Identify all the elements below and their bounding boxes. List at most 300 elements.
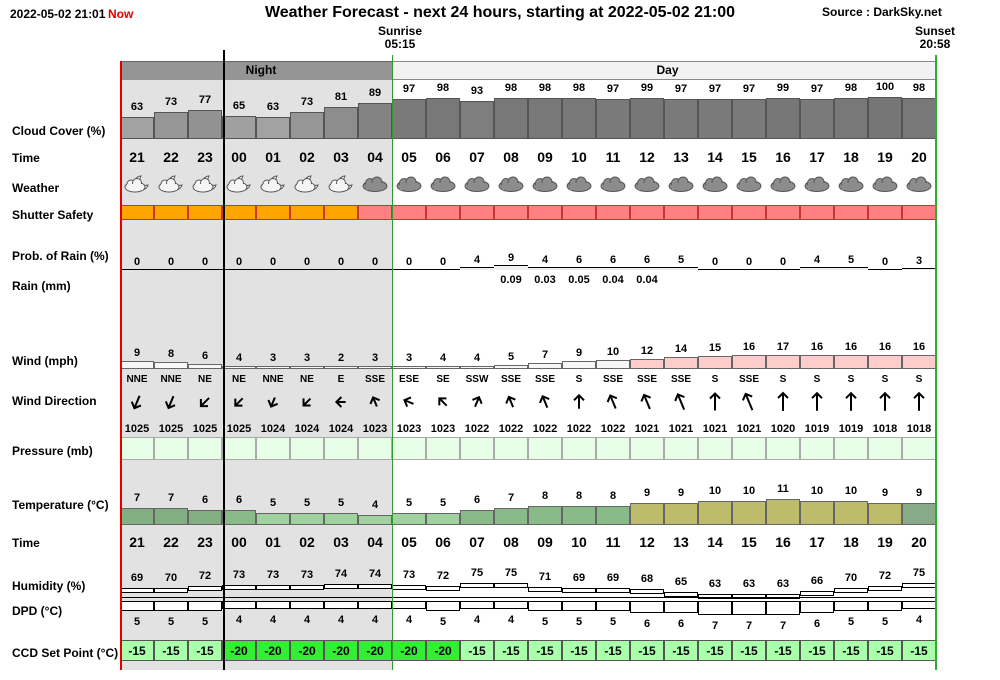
humidity-value: 73: [402, 569, 416, 581]
cloud-cover-value: 97: [606, 83, 620, 95]
time-label: 17: [809, 149, 825, 165]
time-label: 04: [367, 149, 383, 165]
temperature-bar: [256, 513, 290, 525]
temperature-bar: [324, 513, 358, 525]
humidity-bar: [358, 584, 392, 589]
dpd-value: 5: [541, 616, 549, 628]
dpd-value: 4: [235, 614, 243, 626]
partly-cloudy-night-icon: [326, 174, 356, 194]
prob-rain-value: 0: [439, 256, 447, 268]
temperature-value: 7: [167, 492, 175, 504]
cloud-cover-value: 97: [810, 83, 824, 95]
cloud-cover-value: 63: [130, 101, 144, 113]
partly-cloudy-night-icon: [258, 174, 288, 194]
wind-bar: [154, 362, 188, 369]
time-label: 16: [775, 149, 791, 165]
temperature-bar: [664, 503, 698, 525]
pressure-cell: [664, 437, 698, 460]
pressure-value: 1025: [192, 423, 218, 435]
dpd-value: 6: [643, 618, 651, 630]
temperature-value: 10: [742, 485, 756, 497]
sunset-label: Sunset: [914, 24, 955, 38]
dpd-value: 4: [915, 614, 923, 626]
time-label-bottom: 18: [843, 534, 859, 550]
prob-rain-value: 4: [473, 254, 481, 266]
wind-arrow-icon: [256, 386, 290, 418]
time-label-bottom: 23: [197, 534, 213, 550]
wind-direction-label: NNE: [160, 374, 182, 385]
pressure-value: 1020: [770, 423, 796, 435]
temperature-bar: [188, 510, 222, 525]
dpd-value: 6: [677, 618, 685, 630]
time-label-bottom: 13: [673, 534, 689, 550]
temperature-value: 4: [371, 499, 379, 511]
humidity-bar: [256, 585, 290, 590]
pressure-value: 1022: [498, 423, 524, 435]
rain-amount: 0.05: [568, 274, 590, 286]
wind-direction-label: NE: [300, 374, 314, 385]
cloud-cover-value: 81: [334, 91, 348, 103]
wind-speed-value: 16: [810, 341, 824, 353]
shutter-safety-cell: [120, 205, 154, 220]
cloud-cover-bar: [528, 98, 562, 139]
wind-direction-label: SSE: [534, 374, 555, 385]
cloud-cover-bar: [596, 99, 630, 139]
dpd-value: 4: [371, 614, 379, 626]
time-label: 00: [231, 149, 247, 165]
cloud-cover-bar: [358, 103, 392, 139]
current-timestamp: 2022-05-02 21:01: [10, 7, 106, 21]
pressure-value: 1025: [158, 423, 184, 435]
dpd-bar: [630, 601, 664, 613]
temperature-value: 8: [541, 490, 549, 502]
prob-rain-value: 9: [507, 252, 515, 264]
pressure-cell: [290, 437, 324, 460]
prob-rain-value: 0: [235, 256, 243, 268]
sunset-line: [935, 55, 937, 670]
prob-rain-value: 0: [711, 256, 719, 268]
temperature-bar: [460, 510, 494, 525]
humidity-value: 75: [470, 567, 484, 579]
source-credit: Source : DarkSky.net: [822, 5, 942, 19]
cloudy-icon: [666, 174, 696, 194]
wind-bar: [664, 357, 698, 369]
temperature-bar: [630, 503, 664, 525]
wind-direction-label: S: [847, 374, 855, 385]
humidity-value: 72: [878, 570, 892, 582]
row-label-humidity: Humidity (%): [12, 579, 86, 593]
time-label: 19: [877, 149, 893, 165]
temperature-bar: [494, 508, 528, 525]
dpd-bar: [290, 601, 324, 609]
dpd-bar: [698, 601, 732, 615]
prob-rain-value: 3: [915, 255, 923, 267]
wind-bar: [392, 366, 426, 369]
wind-arrow-icon: [290, 386, 324, 418]
wind-speed-value: 16: [844, 341, 858, 353]
humidity-value: 73: [232, 569, 246, 581]
humidity-baseline: [120, 597, 936, 598]
wind-speed-value: 16: [878, 341, 892, 353]
humidity-bar: [426, 586, 460, 591]
ccd-cell: -20: [426, 640, 460, 661]
wind-direction-label: S: [711, 374, 719, 385]
time-label-bottom: 22: [163, 534, 179, 550]
humidity-value: 72: [198, 570, 212, 582]
temperature-bar: [154, 508, 188, 525]
wind-direction-label: NE: [198, 374, 212, 385]
wind-bar: [460, 366, 494, 369]
prob-rain-value: 0: [745, 256, 753, 268]
shutter-safety-cell: [222, 205, 256, 220]
dpd-value: 4: [405, 614, 413, 626]
partly-cloudy-night-icon: [224, 174, 254, 194]
wind-speed-value: 3: [405, 352, 413, 364]
cloudy-icon: [564, 174, 594, 194]
humidity-bar: [392, 585, 426, 590]
time-label-bottom: 01: [265, 534, 281, 550]
humidity-value: 73: [300, 569, 314, 581]
prob-rain-value: 0: [405, 256, 413, 268]
ccd-cell: -15: [528, 640, 562, 661]
pressure-cell: [834, 437, 868, 460]
cloud-cover-bar: [256, 117, 290, 139]
wind-direction-label: S: [915, 374, 923, 385]
pressure-cell: [324, 437, 358, 460]
dpd-value: 4: [337, 614, 345, 626]
now-line: [120, 61, 122, 670]
cloud-cover-bar: [800, 99, 834, 139]
humidity-value: 75: [912, 567, 926, 579]
wind-bar: [902, 355, 936, 369]
prob-rain-bar: [562, 267, 596, 270]
pressure-value: 1021: [702, 423, 728, 435]
dpd-value: 5: [609, 616, 617, 628]
temperature-value: 9: [915, 487, 923, 499]
wind-bar: [358, 366, 392, 369]
humidity-bar: [222, 585, 256, 590]
pressure-value: 1024: [260, 423, 286, 435]
time-label: 11: [605, 149, 621, 165]
wind-arrow-icon: [834, 386, 868, 418]
dpd-bar: [800, 601, 834, 613]
prob-rain-value: 0: [167, 256, 175, 268]
day-label: Day: [656, 63, 679, 77]
humidity-value: 73: [266, 569, 280, 581]
partly-cloudy-night-icon: [190, 174, 220, 194]
ccd-cell: -15: [732, 640, 766, 661]
prob-rain-bar: [596, 267, 630, 270]
rain-amount: 0.04: [636, 274, 658, 286]
ccd-cell: -20: [358, 640, 392, 661]
temperature-value: 6: [235, 494, 243, 506]
wind-bar: [188, 364, 222, 369]
wind-speed-value: 4: [439, 352, 447, 364]
cloud-cover-value: 100: [875, 81, 895, 93]
cloud-cover-bar: [290, 112, 324, 139]
wind-direction-label: SSE: [738, 374, 759, 385]
wind-bar: [868, 355, 902, 369]
humidity-bar: [154, 588, 188, 593]
wind-direction-label: S: [881, 374, 889, 385]
dpd-bar: [222, 601, 256, 609]
wind-speed-value: 9: [133, 347, 141, 359]
wind-arrow-icon: [732, 386, 766, 418]
temperature-bar: [732, 501, 766, 525]
wind-bar: [426, 366, 460, 369]
wind-bar: [494, 365, 528, 369]
wind-arrow-icon: [698, 386, 732, 418]
humidity-value: 68: [640, 573, 654, 585]
prob-rain-value: 6: [643, 254, 651, 266]
dpd-value: 7: [745, 620, 753, 632]
dpd-bar: [188, 601, 222, 611]
shutter-safety-cell: [188, 205, 222, 220]
dpd-bar: [494, 601, 528, 609]
row-label-temperature: Temperature (°C): [12, 498, 109, 512]
wind-arrow-icon: [324, 386, 358, 418]
humidity-bar: [460, 583, 494, 588]
time-label: 13: [673, 149, 689, 165]
cloud-cover-bar: [426, 98, 460, 139]
prob-rain-value: 0: [201, 256, 209, 268]
ccd-cell: -15: [154, 640, 188, 661]
wind-arrow-icon: [426, 386, 460, 418]
row-label-wind: Wind (mph): [12, 354, 78, 368]
wind-bar: [324, 366, 358, 369]
pressure-cell: [528, 437, 562, 460]
cloudy-icon: [836, 174, 866, 194]
wind-arrow-icon: [800, 386, 834, 418]
dpd-bar: [664, 601, 698, 613]
shutter-safety-cell: [630, 205, 664, 220]
partly-cloudy-night-icon: [122, 174, 152, 194]
temperature-value: 5: [405, 497, 413, 509]
wind-direction-label: S: [813, 374, 821, 385]
humidity-bar: [562, 588, 596, 593]
wind-speed-value: 3: [371, 352, 379, 364]
time-label: 12: [639, 149, 655, 165]
time-label: 18: [843, 149, 859, 165]
dpd-bar: [766, 601, 800, 615]
prob-rain-value: 0: [269, 256, 277, 268]
prob-rain-value: 0: [371, 256, 379, 268]
wind-arrow-icon: [902, 386, 936, 418]
dpd-value: 5: [201, 616, 209, 628]
ccd-cell: -15: [596, 640, 630, 661]
dpd-value: 5: [167, 616, 175, 628]
temperature-bar: [358, 515, 392, 525]
pressure-value: 1019: [804, 423, 830, 435]
time-label: 14: [707, 149, 723, 165]
time-label-bottom: 02: [299, 534, 315, 550]
dpd-bar: [256, 601, 290, 609]
wind-arrow-icon: [222, 386, 256, 418]
pressure-value: 1022: [532, 423, 558, 435]
temperature-bar: [902, 503, 936, 525]
row-label-time: Time: [12, 151, 40, 165]
sunrise-label: Sunrise: [377, 24, 422, 38]
time-label-bottom: 16: [775, 534, 791, 550]
wind-arrow-icon: [154, 386, 188, 418]
humidity-bar: [494, 583, 528, 588]
humidity-bar: [834, 588, 868, 593]
humidity-bar: [528, 587, 562, 592]
time-label: 15: [741, 149, 757, 165]
dpd-value: 5: [881, 616, 889, 628]
cloudy-icon: [632, 174, 662, 194]
shutter-safety-cell: [528, 205, 562, 220]
wind-bar: [222, 366, 256, 369]
row-label-cloud-cover: Cloud Cover (%): [12, 124, 106, 138]
humidity-value: 63: [708, 578, 722, 590]
cloud-cover-bar: [902, 98, 936, 139]
wind-bar: [120, 361, 154, 369]
pressure-value: 1024: [294, 423, 320, 435]
time-label: 20: [911, 149, 927, 165]
cloud-cover-value: 89: [368, 87, 382, 99]
pressure-value: 1024: [328, 423, 354, 435]
time-label: 01: [265, 149, 281, 165]
row-label-dpd: DPD (°C): [12, 604, 63, 618]
partly-cloudy-night-icon: [156, 174, 186, 194]
cloud-cover-bar: [460, 101, 494, 139]
wind-direction-label: NE: [232, 374, 246, 385]
time-label-bottom: 17: [809, 534, 825, 550]
dpd-bar: [732, 601, 766, 615]
time-label-bottom: 08: [503, 534, 519, 550]
ccd-cell: -20: [290, 640, 324, 661]
prob-rain-value: 0: [337, 256, 345, 268]
wind-bar: [698, 356, 732, 369]
sunrise-line: [392, 55, 393, 670]
dpd-bar: [834, 601, 868, 611]
ccd-cell: -20: [222, 640, 256, 661]
humidity-value: 69: [130, 572, 144, 584]
pressure-cell: [902, 437, 936, 460]
cloud-cover-bar: [324, 107, 358, 139]
ccd-cell: -15: [766, 640, 800, 661]
cloud-cover-bar: [766, 98, 800, 139]
time-label-bottom: 06: [435, 534, 451, 550]
shutter-safety-cell: [460, 205, 494, 220]
shutter-safety-cell: [256, 205, 290, 220]
wind-bar: [528, 363, 562, 369]
cloud-cover-bar: [188, 110, 222, 139]
pressure-cell: [120, 437, 154, 460]
dpd-value: 7: [711, 620, 719, 632]
dpd-bar: [392, 601, 426, 609]
row-label-time-bottom: Time: [12, 536, 40, 550]
ccd-cell: -15: [460, 640, 494, 661]
time-label: 08: [503, 149, 519, 165]
wind-bar: [732, 355, 766, 369]
cloud-cover-value: 77: [198, 94, 212, 106]
humidity-bar: [596, 588, 630, 593]
wind-speed-value: 3: [303, 352, 311, 364]
wind-bar: [596, 360, 630, 369]
prob-rain-bar: [834, 267, 868, 270]
temperature-bar: [562, 506, 596, 525]
cloudy-icon: [530, 174, 560, 194]
cloud-cover-bar: [562, 98, 596, 139]
cloud-cover-value: 65: [232, 100, 246, 112]
wind-bar: [630, 359, 664, 369]
wind-speed-value: 16: [742, 341, 756, 353]
time-label-bottom: 11: [605, 534, 621, 550]
prob-rain-value: 4: [541, 254, 549, 266]
row-label-pressure: Pressure (mb): [12, 444, 93, 458]
wind-direction-label: SSE: [364, 374, 385, 385]
shutter-safety-cell: [766, 205, 800, 220]
humidity-bar: [324, 584, 358, 589]
dpd-value: 5: [847, 616, 855, 628]
pressure-value: 1025: [226, 423, 252, 435]
pressure-cell: [596, 437, 630, 460]
cloud-cover-value: 99: [640, 82, 654, 94]
wind-direction-label: SSW: [465, 374, 489, 385]
ccd-cell: -15: [800, 640, 834, 661]
dpd-bar: [902, 601, 936, 609]
midnight-line: [223, 50, 225, 670]
ccd-cell: -15: [868, 640, 902, 661]
shutter-safety-cell: [800, 205, 834, 220]
humidity-value: 63: [742, 578, 756, 590]
pressure-cell: [358, 437, 392, 460]
wind-bar: [800, 355, 834, 369]
wind-bar: [766, 355, 800, 369]
dpd-bar: [562, 601, 596, 611]
time-label-bottom: 05: [401, 534, 417, 550]
cloud-cover-bar: [868, 97, 902, 139]
time-label-bottom: 00: [231, 534, 247, 550]
cloudy-icon: [802, 174, 832, 194]
temperature-value: 10: [810, 485, 824, 497]
shutter-safety-cell: [664, 205, 698, 220]
cloud-cover-bar: [834, 98, 868, 139]
cloud-cover-bar: [664, 99, 698, 139]
dpd-bar: [528, 601, 562, 611]
shutter-safety-cell: [494, 205, 528, 220]
now-label: Now: [108, 7, 134, 21]
cloudy-icon: [496, 174, 526, 194]
shutter-safety-cell: [834, 205, 868, 220]
night-label: Night: [245, 63, 277, 77]
shutter-safety-cell: [698, 205, 732, 220]
wind-arrow-icon: [630, 386, 664, 418]
temperature-value: 8: [575, 490, 583, 502]
prob-rain-value: 5: [677, 254, 685, 266]
sunset-time: 20:58: [919, 37, 951, 51]
pressure-value: 1018: [906, 423, 932, 435]
row-label-prob-rain: Prob. of Rain (%): [12, 249, 109, 263]
ccd-cell: -15: [698, 640, 732, 661]
wind-direction-label: E: [337, 374, 345, 385]
cloud-cover-bar: [120, 117, 154, 139]
humidity-value: 69: [606, 572, 620, 584]
temperature-bar: [120, 508, 154, 525]
rain-amount: 0.03: [534, 274, 556, 286]
partly-cloudy-night-icon: [292, 174, 322, 194]
ccd-cell: -15: [834, 640, 868, 661]
wind-arrow-icon: [358, 386, 392, 418]
cloud-cover-bar: [392, 99, 426, 139]
temperature-bar: [698, 501, 732, 525]
humidity-value: 72: [436, 570, 450, 582]
pressure-cell: [800, 437, 834, 460]
dpd-bar: [154, 601, 188, 611]
wind-direction-label: S: [779, 374, 787, 385]
